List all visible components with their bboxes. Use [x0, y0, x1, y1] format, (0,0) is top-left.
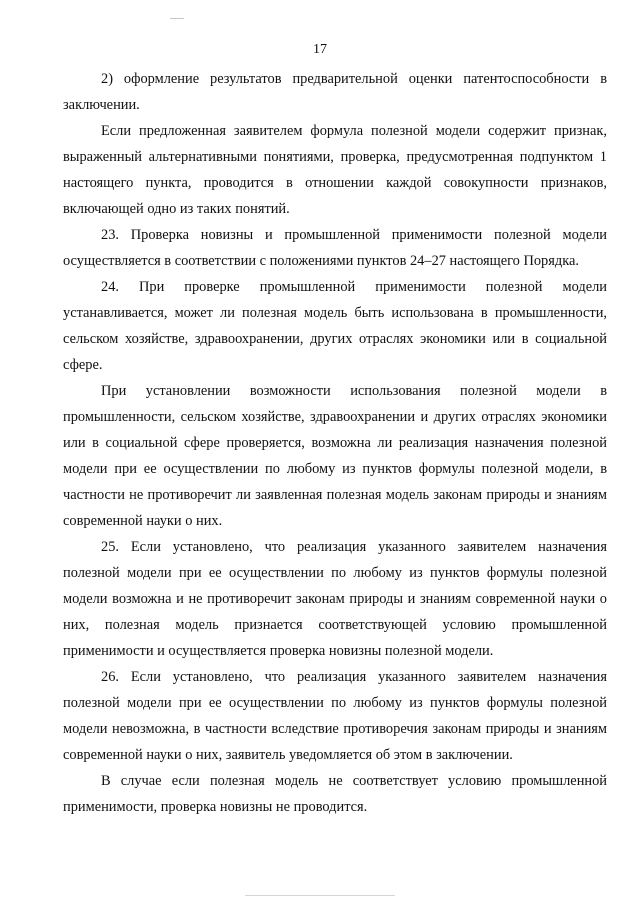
page-number: 17 [313, 42, 327, 57]
scan-artifact-top [170, 18, 184, 19]
document-body [63, 66, 607, 820]
paragraph-applicability-check: При установлении возможности использования полезной модели в промышленности, сельском хозяйстве, здравоохранении и других отраслях экономики или в социальной сфере проверяется, возможна ли реализация назначения полезной модели при ее осуществлении по любому из пунктов формулы полезной модели, в частности не противоречит ли заявленная полезная модель законам природы и знаниям современной науки о них. [63, 383, 607, 529]
paragraph-23: 23. Проверка новизны и промышленной применимости полезной модели осуществляется в соответствии с положениями пунктов 24–27 настоящего Порядка. [63, 227, 607, 269]
paragraph-list-item-2: 2) оформление результатов предварительной оценки патентоспособности в заключении. [63, 71, 607, 113]
paragraph-novelty-not-checked: В случае если полезная модель не соответствует условию промышленной применимости, проверка новизны не проводится. [63, 773, 607, 815]
paragraph-25: 25. Если установлено, что реализация указанного заявителем назначения полезной модели при ее осуществлении по любому из пунктов формулы полезной модели возможна и не противоречит законам природы и знаниям современной науки о них, полезная модель признается соответствующей условию промышленной применимости и осуществляется проверка новизны полезной модели. [63, 539, 607, 659]
scan-artifact-bottom [245, 895, 395, 896]
paragraph-24: 24. При проверке промышленной применимости полезной модели устанавливается, может ли полезная модель быть использована в промышленности, сельском хозяйстве, здравоохранении, других отраслях экономики или в социальной сфере. [63, 279, 607, 373]
paragraph-26: 26. Если установлено, что реализация указанного заявителем назначения полезной модели при ее осуществлении по любому из пунктов формулы полезной модели невозможна, в частности вследствие противоречия законам природы и знаниям современной науки о них, заявитель уведомляется об этом в заключении. [63, 669, 607, 763]
paragraph-alternative-features: Если предложенная заявителем формула полезной модели содержит признак, выраженный альтернативными понятиями, проверка, предусмотренная подпунктом 1 настоящего пункта, проводится в отношении каждой совокупности признаков, включающей одно из таких понятий. [63, 123, 607, 217]
